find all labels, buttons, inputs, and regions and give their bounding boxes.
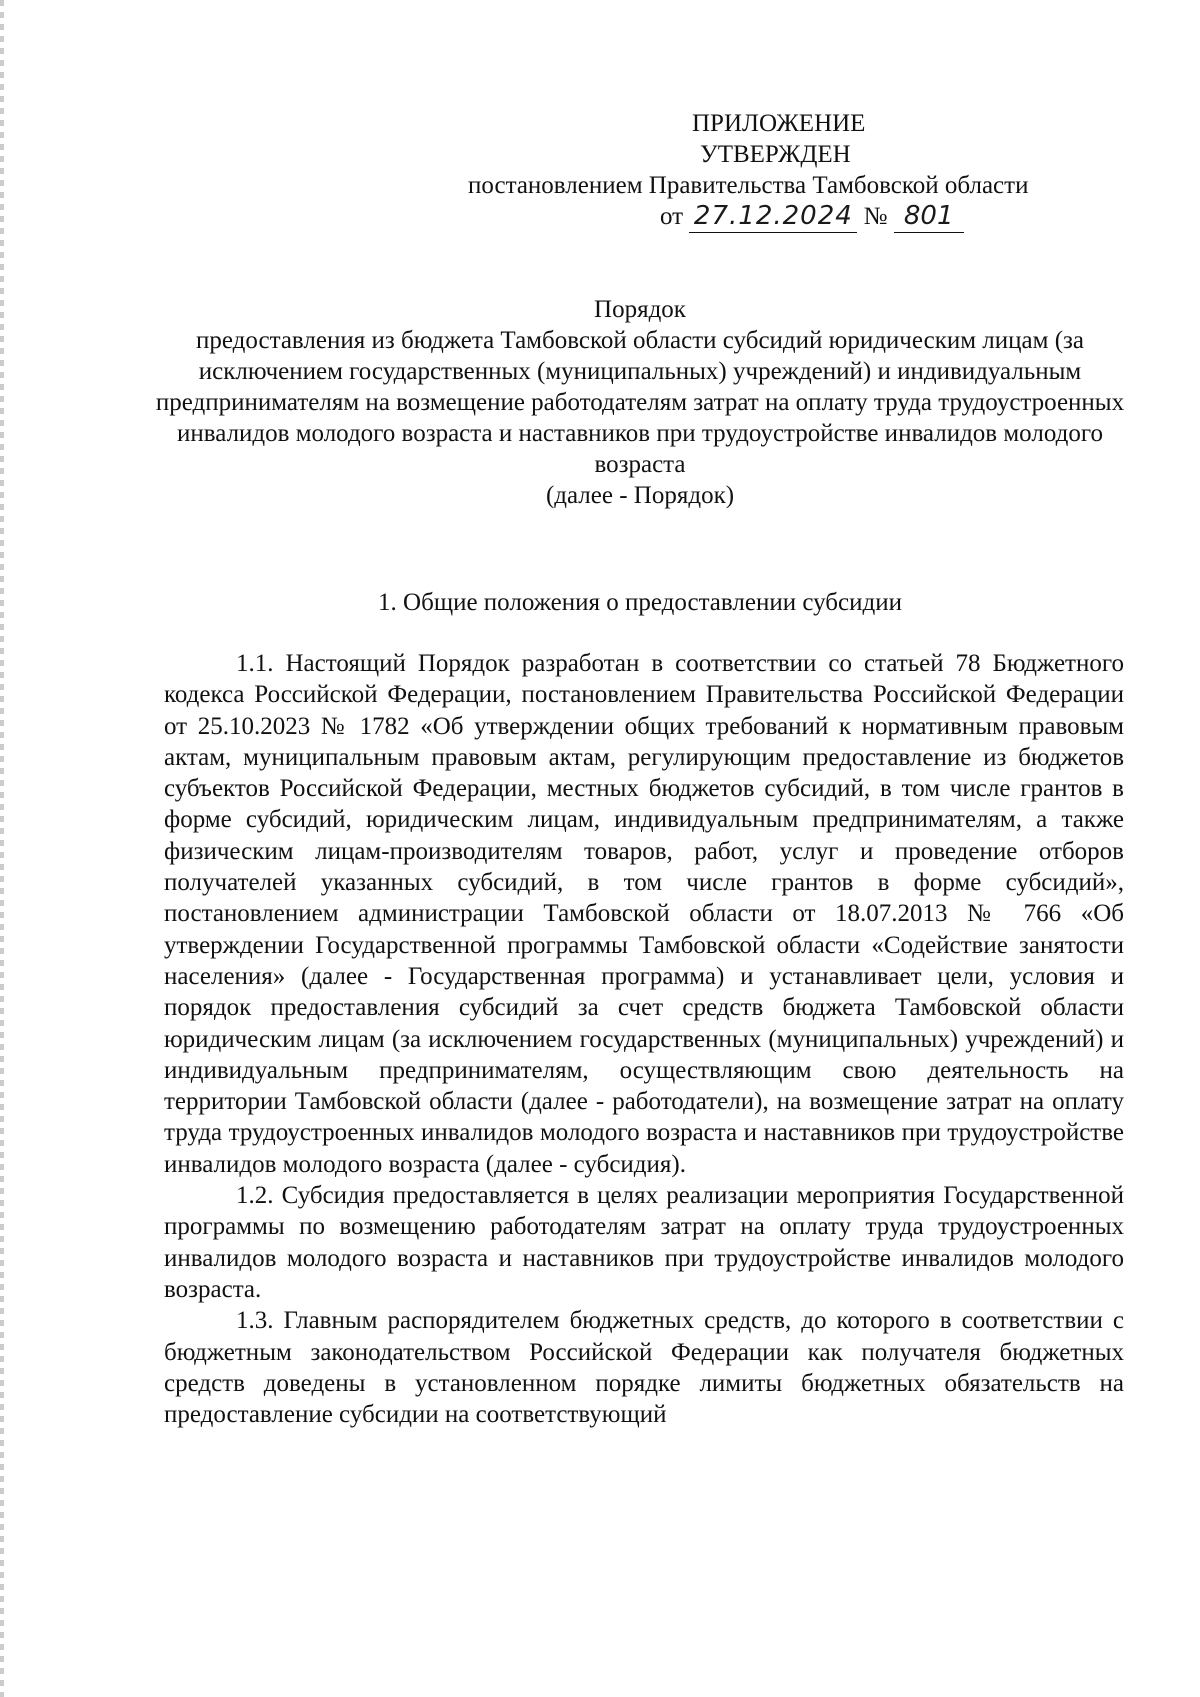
document-short-name: (далее - Порядок): [545, 482, 735, 509]
document-heading: Порядок: [594, 296, 686, 323]
number-label: №: [863, 203, 888, 230]
appendix-title: ПРИЛОЖЕНИЕ: [692, 110, 866, 137]
paragraph-1-3: 1.3. Главным распорядителем бюджетных средств, до которого в соответствии с бюджетным законодательством Российской Федерации как получателя бюджетных средств доведены в установленном порядке лимиты бюджетных обязательств на предоставление субсидии на соответствующий: [164, 1307, 1124, 1429]
date-number-line: [460, 201, 1120, 235]
document-title-block: [150, 294, 1130, 511]
handwritten-number: 801: [894, 201, 964, 233]
document-subtitle: предоставления из бюджета Тамбовской области субсидий юридическим лицам (за исключением государственных (муниципальных) учреждений) и индивидуальным предпринимателям на возмещение работодателям затрат на оплату труда трудоустроенных инвалидов молодого возраста и наставников при трудоустройстве инвалидов молодого возраста: [155, 327, 1125, 478]
section-heading: 1. Общие положения о предоставлении субсидии: [378, 589, 902, 616]
from-label: от: [660, 203, 684, 230]
approval-stamp-block: [460, 108, 1120, 235]
scan-edge: [0, 0, 4, 1697]
approved-title: УТВЕРЖДЕН: [700, 141, 851, 168]
paragraph-1-2: 1.2. Субсидия предоставляется в целях реализации мероприятия Государственной программы по возмещению работодателям затрат на оплату труда трудоустроенных инвалидов молодого возраста и наставников при трудоустройстве инвалидов молодого возраста.: [164, 1182, 1124, 1303]
approved-by-line: постановлением Правительства Тамбовской области: [468, 172, 1029, 199]
handwritten-date: 27.12.2024: [689, 201, 857, 233]
document-body: [164, 648, 1124, 1430]
paragraph-1-1: 1.1. Настоящий Порядок разработан в соответствии со статьей 78 Бюджетного кодекса Российской Федерации, постановлением Правительства Российской Федерации от 25.10.2023 № 1782 «Об утверждении общих требований к нормативным правовым актам, муниципальным правовым актам, регулирующим предоставление из бюджетов субъектов Российской Федерации, местных бюджетов субсидий, в том числе грантов в форме субсидий, юридическим лицам, индивидуальным предпринимателям, а также физическим лицам-производителям товаров, работ, услуг и проведение отборов получателей указанных субсидий, в том числе грантов в форме субсидий», постановлением администрации Тамбовской области от 18.07.2013 № 766 «Об утверждении Государственной программы Тамбовской области «Содействие занятости населения» (далее - Государственная программа) и устанавливает цели, условия и порядок предоставления субсидий за счет средств бюджета Тамбовской области юридическим лицам (за исключением государственных (муниципальных) учреждений) и индивидуальным предпринимателям, осуществляющим свою деятельность на территории Тамбовской области (далее - работодатели), на возмещение затрат на оплату труда трудоустроенных инвалидов молодого возраста и наставников при трудоустройстве инвалидов молодого возраста (далее - субсидия).: [164, 650, 1124, 1178]
